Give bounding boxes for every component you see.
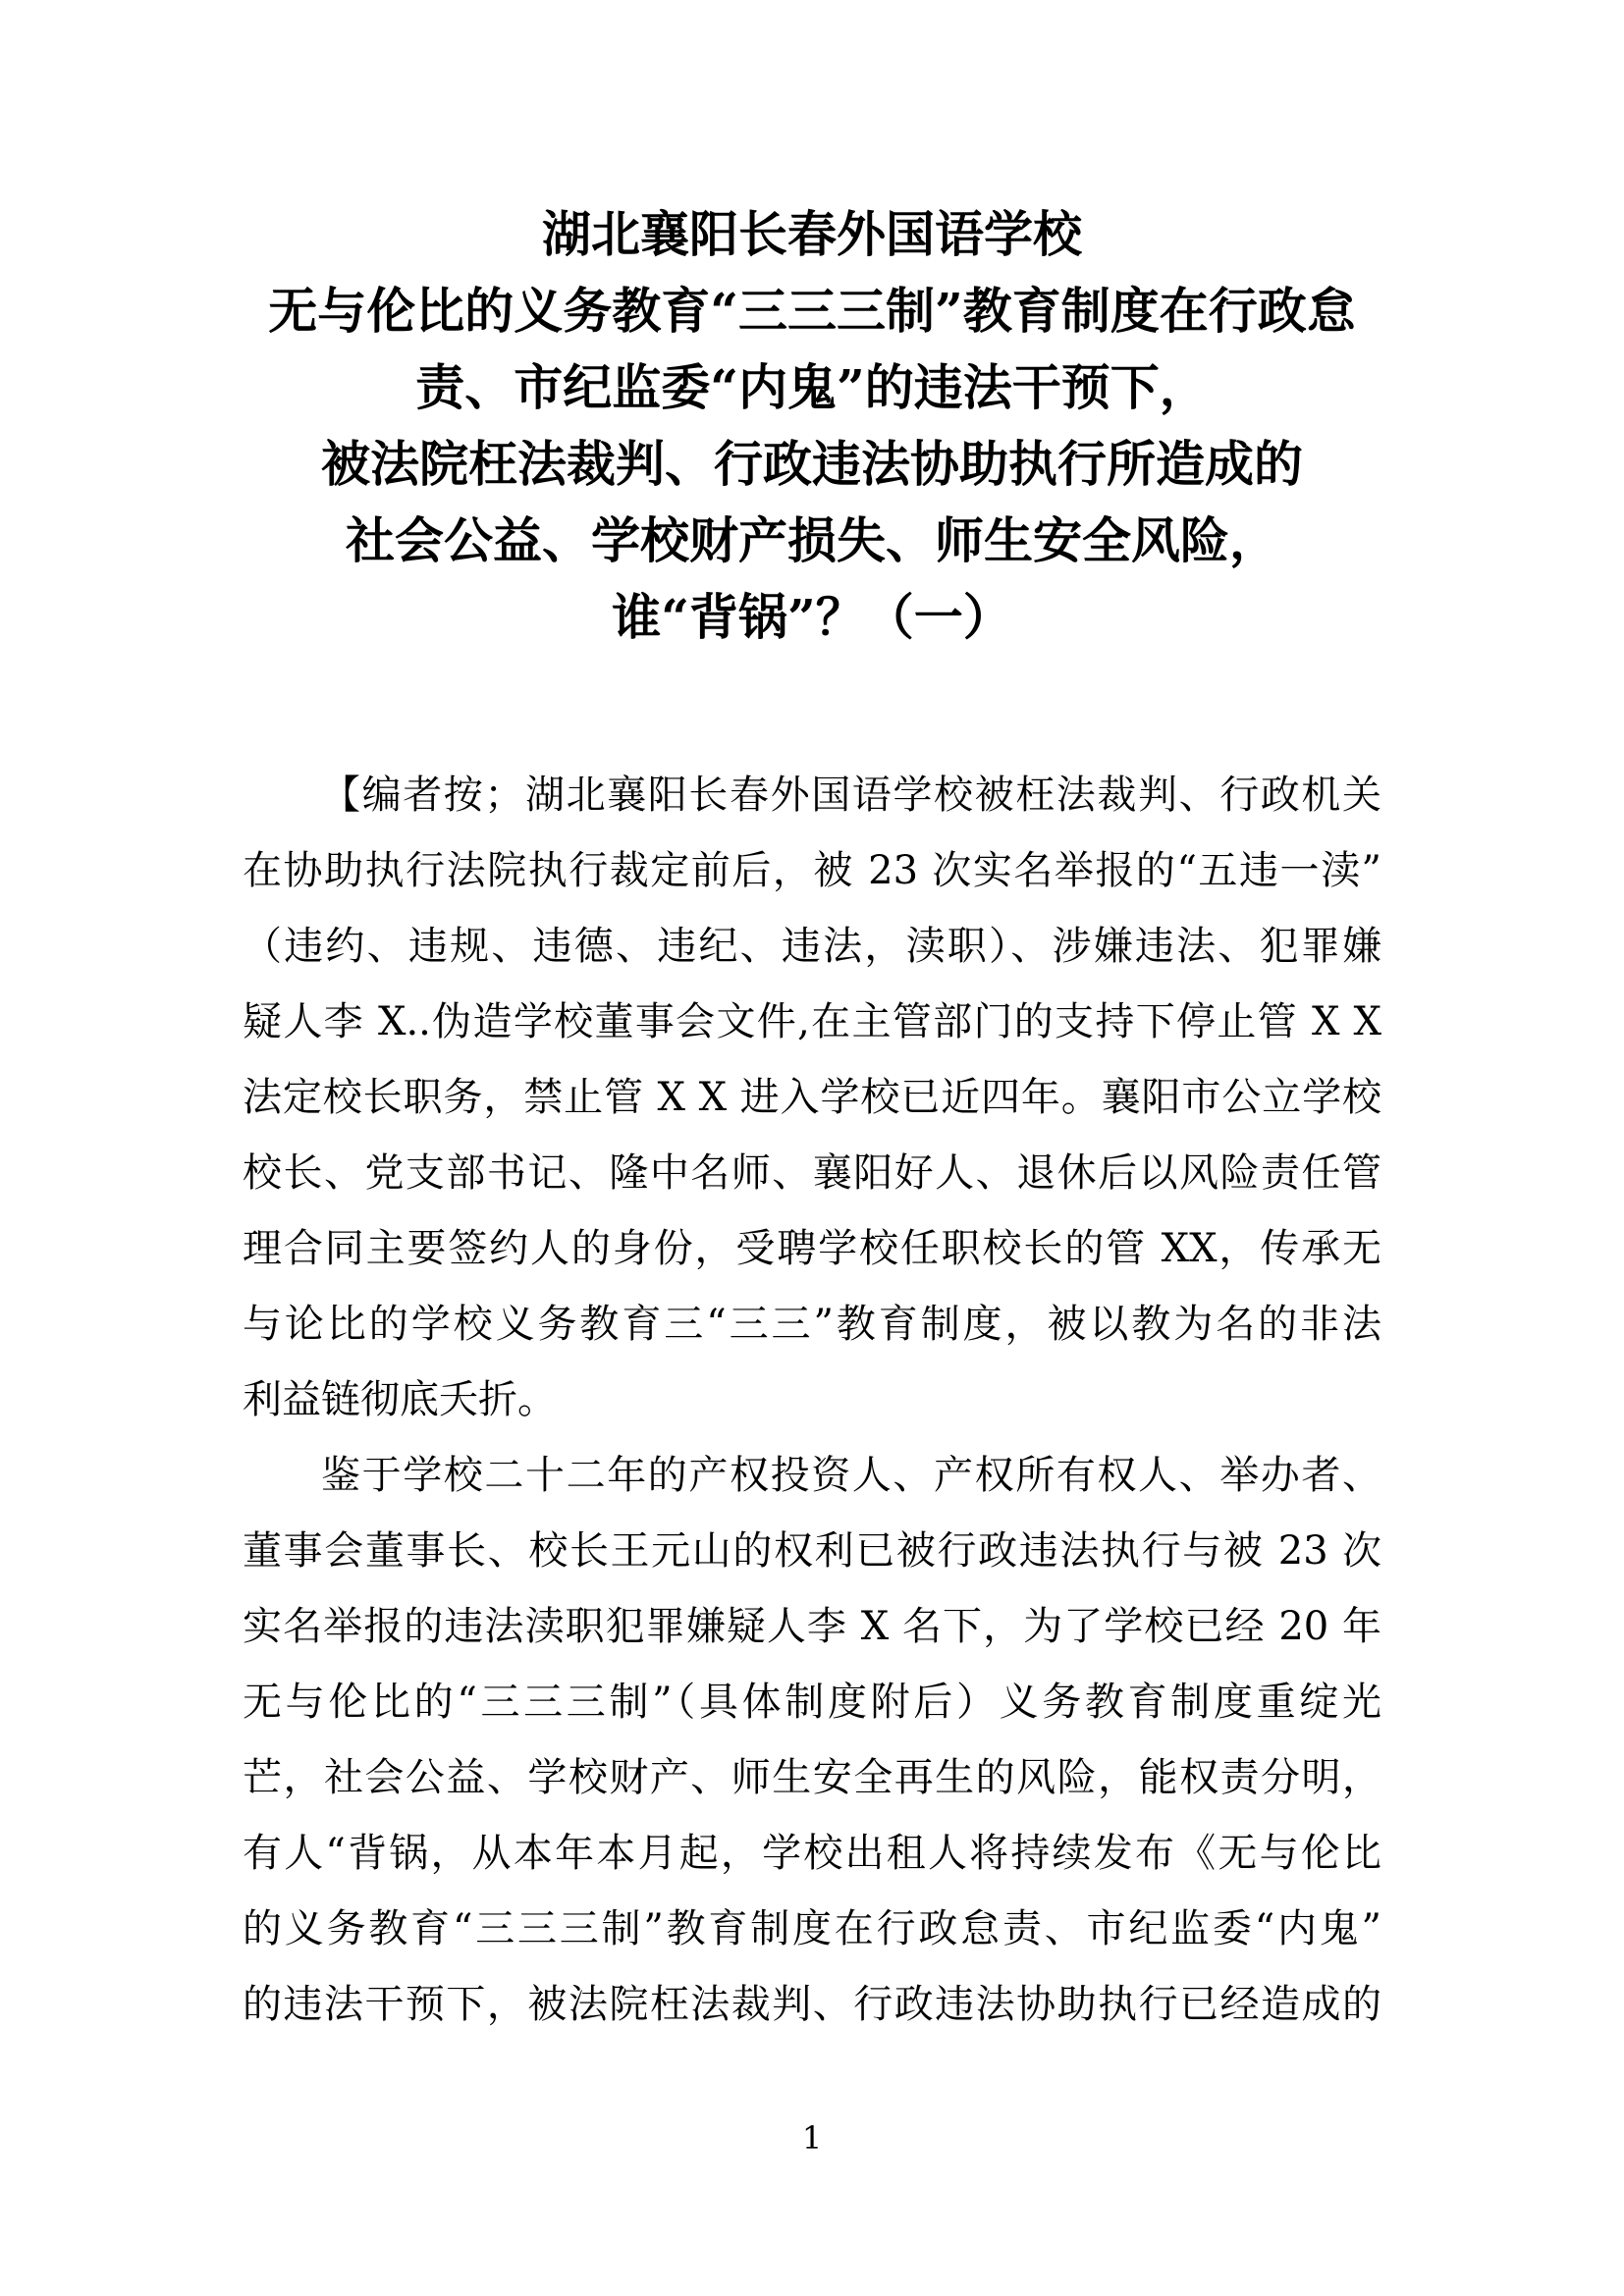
body-line: 与论比的学校义务教育三“三三”教育制度，被以教为名的非法	[243, 1302, 1381, 1347]
paragraph	[243, 758, 1381, 1438]
title-line: 无与伦比的义务教育“三三三制”教育制度在行政怠	[268, 282, 1356, 340]
body-line: 在协助执行法院执行裁定前后，被 23 次实名举报的“五违一渎”	[243, 848, 1381, 893]
body-line: 法定校长职务，禁止管 X X 进入学校已近四年。襄阳市公立学校	[243, 1075, 1381, 1120]
body-line: 【编者按；湖北襄阳长春外国语学校被枉法裁判、行政机关	[321, 773, 1381, 818]
body-line: 有人“背锅，从本年本月起，学校出租人将持续发布《无与伦比	[243, 1831, 1381, 1876]
body-line: 的违法干预下，被法院枉法裁判、行政违法协助执行已经造成的	[243, 1982, 1381, 2027]
body-line: 鉴于学校二十二年的产权投资人、产权所有权人、举办者、	[321, 1453, 1381, 1498]
title-line: 责、市纪监委“内鬼”的违法干预下，	[415, 358, 1209, 416]
body-line: 校长、党支部书记、隆中名师、襄阳好人、退休后以风险责任管	[243, 1150, 1381, 1196]
body-line: 的义务教育“三三三制”教育制度在行政怠责、市纪监委“内鬼”	[243, 1906, 1381, 1951]
document-content	[243, 196, 1381, 2043]
title-line: 社会公益、学校财产损失、师生安全风险，	[346, 511, 1278, 569]
page-number: 1	[801, 2119, 823, 2157]
title-line: 湖北襄阳长春外国语学校	[542, 205, 1082, 263]
body-line: 利益链彻底夭折。	[243, 1377, 557, 1422]
body-line: 董事会董事长、校长王元山的权利已被行政违法执行与被 23 次	[243, 1528, 1381, 1574]
body-line: 实名举报的违法渎职犯罪嫌疑人李 X 名下，为了学校已经 20 年	[243, 1604, 1381, 1649]
body-line: 芒，社会公益、学校财产、师生安全再生的风险，能权责分明，	[243, 1755, 1381, 1800]
body-line: 无与伦比的“三三三制”（具体制度附后）义务教育制度重绽光	[243, 1680, 1381, 1725]
paragraph	[243, 1438, 1381, 2043]
document-body	[243, 758, 1381, 2043]
body-line: 疑人李 X..伪造学校董事会文件,在主管部门的支持下停止管 X X	[243, 999, 1381, 1044]
body-line: 理合同主要签约人的身份，受聘学校任职校长的管 XX，传承无	[243, 1226, 1381, 1271]
document-title	[243, 196, 1381, 656]
body-line: （违约、违规、违德、违纪、违法，渎职）、涉嫌违法、犯罪嫌	[243, 924, 1381, 969]
title-line: 谁“背锅”？（一）	[612, 588, 1012, 646]
title-line: 被法院枉法裁判、行政违法协助执行所造成的	[321, 435, 1303, 493]
